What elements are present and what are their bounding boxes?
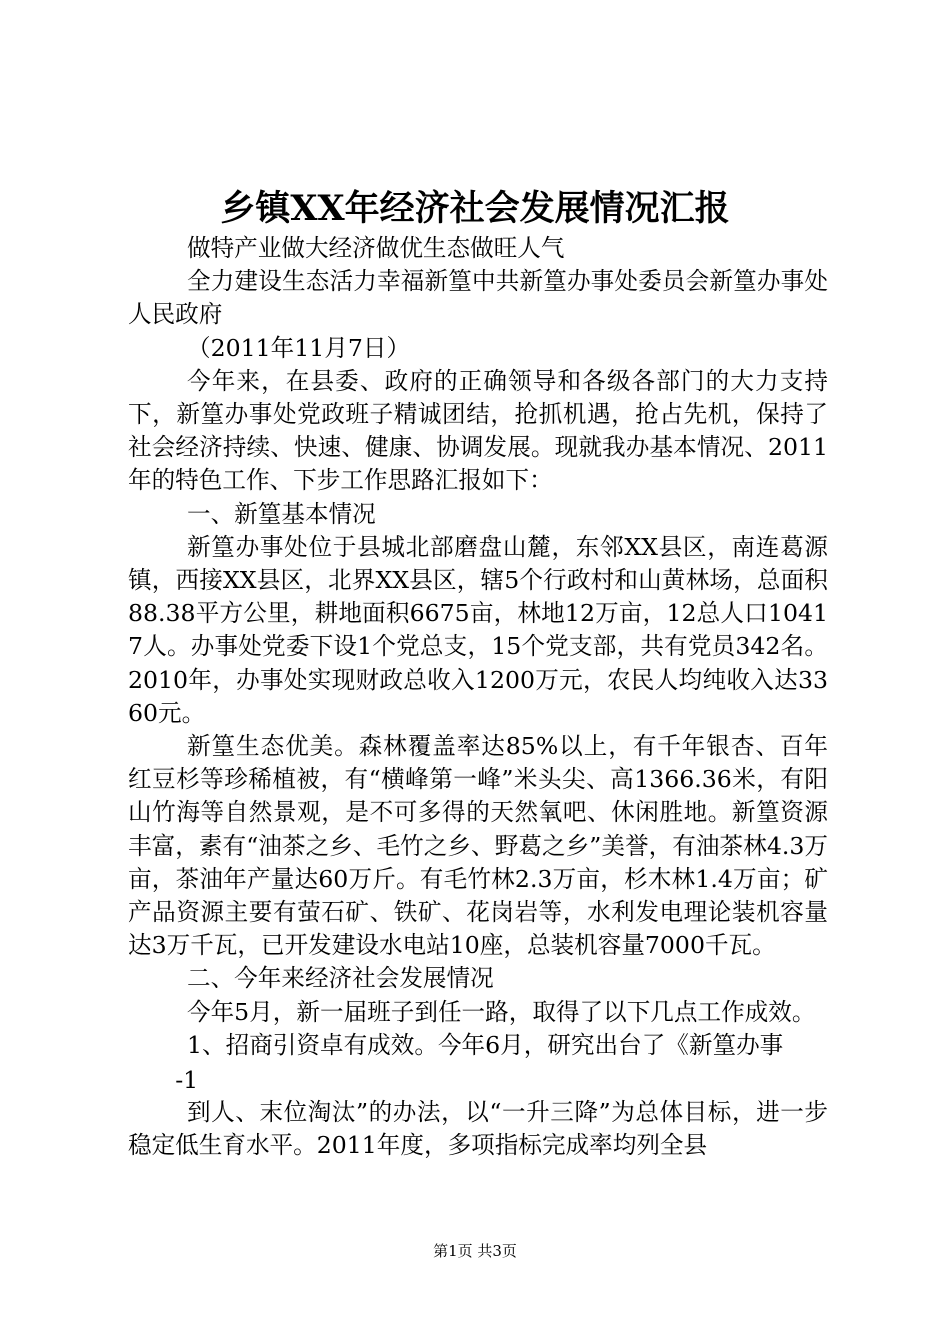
investment-paragraph: 1、招商引资卓有成效。今年6月，研究出台了《新篁办事 xyxy=(187,1030,784,1059)
basic-info-paragraph: 新篁办事处位于县城北部磨盘山麓，东邻XX县区，南连葛源镇，西接XX县区，北界XX县区，辖5个行政村和山黄林场，总面积88.38平方公里，耕地面积6675亩，林地12万亩，12总人口10417人。办事处党委下设1个党总支，15个党支部，共有党员342名。2010年，办事处实现财政总收入1200万元，农民人均纯收入达3360元。 xyxy=(128,532,828,727)
document-body xyxy=(128,232,828,1062)
subtitle-line: 做特产业做大经济做优生态做旺人气 xyxy=(187,234,565,262)
page-break-marker: -1 xyxy=(175,1066,199,1094)
continuation-paragraph: 到人、末位淘汰”的办法，以“一升三降”为总体目标，进一步稳定低生育水平。2011年度，多项指标完成率均列全县 xyxy=(128,1098,828,1160)
intro-paragraph: 今年来，在县委、政府的正确领导和各级各部门的大力支持下，新篁办事处党政班子精诚团结，抢抓机遇，抢占先机，保持了社会经济持续、快速、健康、协调发展。现就我办基本情况、2011年的特色工作、下步工作思路汇报如下： xyxy=(128,366,828,495)
progress-paragraph: 今年5月，新一届班子到任一路，取得了以下几点工作成效。 xyxy=(187,997,816,1026)
continuation-body xyxy=(128,1096,828,1162)
page-footer: 第1页 共3页 xyxy=(433,1242,517,1260)
date-line: （2011年11月7日） xyxy=(187,333,411,362)
section-heading-2: 二、今年来经济社会发展情况 xyxy=(187,964,494,993)
issuer-line: 全力建设生态活力幸福新篁中共新篁办事处委员会新篁办事处人民政府 xyxy=(128,267,828,329)
ecology-paragraph: 新篁生态优美。森林覆盖率达85%以上，有千年银杏、百年红豆杉等珍稀植被，有“横峰第一峰”米头尖、高1366.36米，有阳山竹海等自然景观，是不可多得的天然氧吧、休闲胜地。新篁资源丰富，素有“油茶之乡、毛竹之乡、野葛之乡”美誉，有油茶林4.3万亩，茶油年产量达60万斤。有毛竹林2.3万亩，杉木林1.4万亩；矿产品资源主要有萤石矿、铁矿、花岗岩等，水利发电理论装机容量达3万千瓦，已开发建设水电站10座，总装机容量7000千瓦。 xyxy=(128,732,828,960)
document-title: 乡镇XX年经济社会发展情况汇报 xyxy=(220,188,730,229)
section-heading-1: 一、新篁基本情况 xyxy=(187,499,376,528)
